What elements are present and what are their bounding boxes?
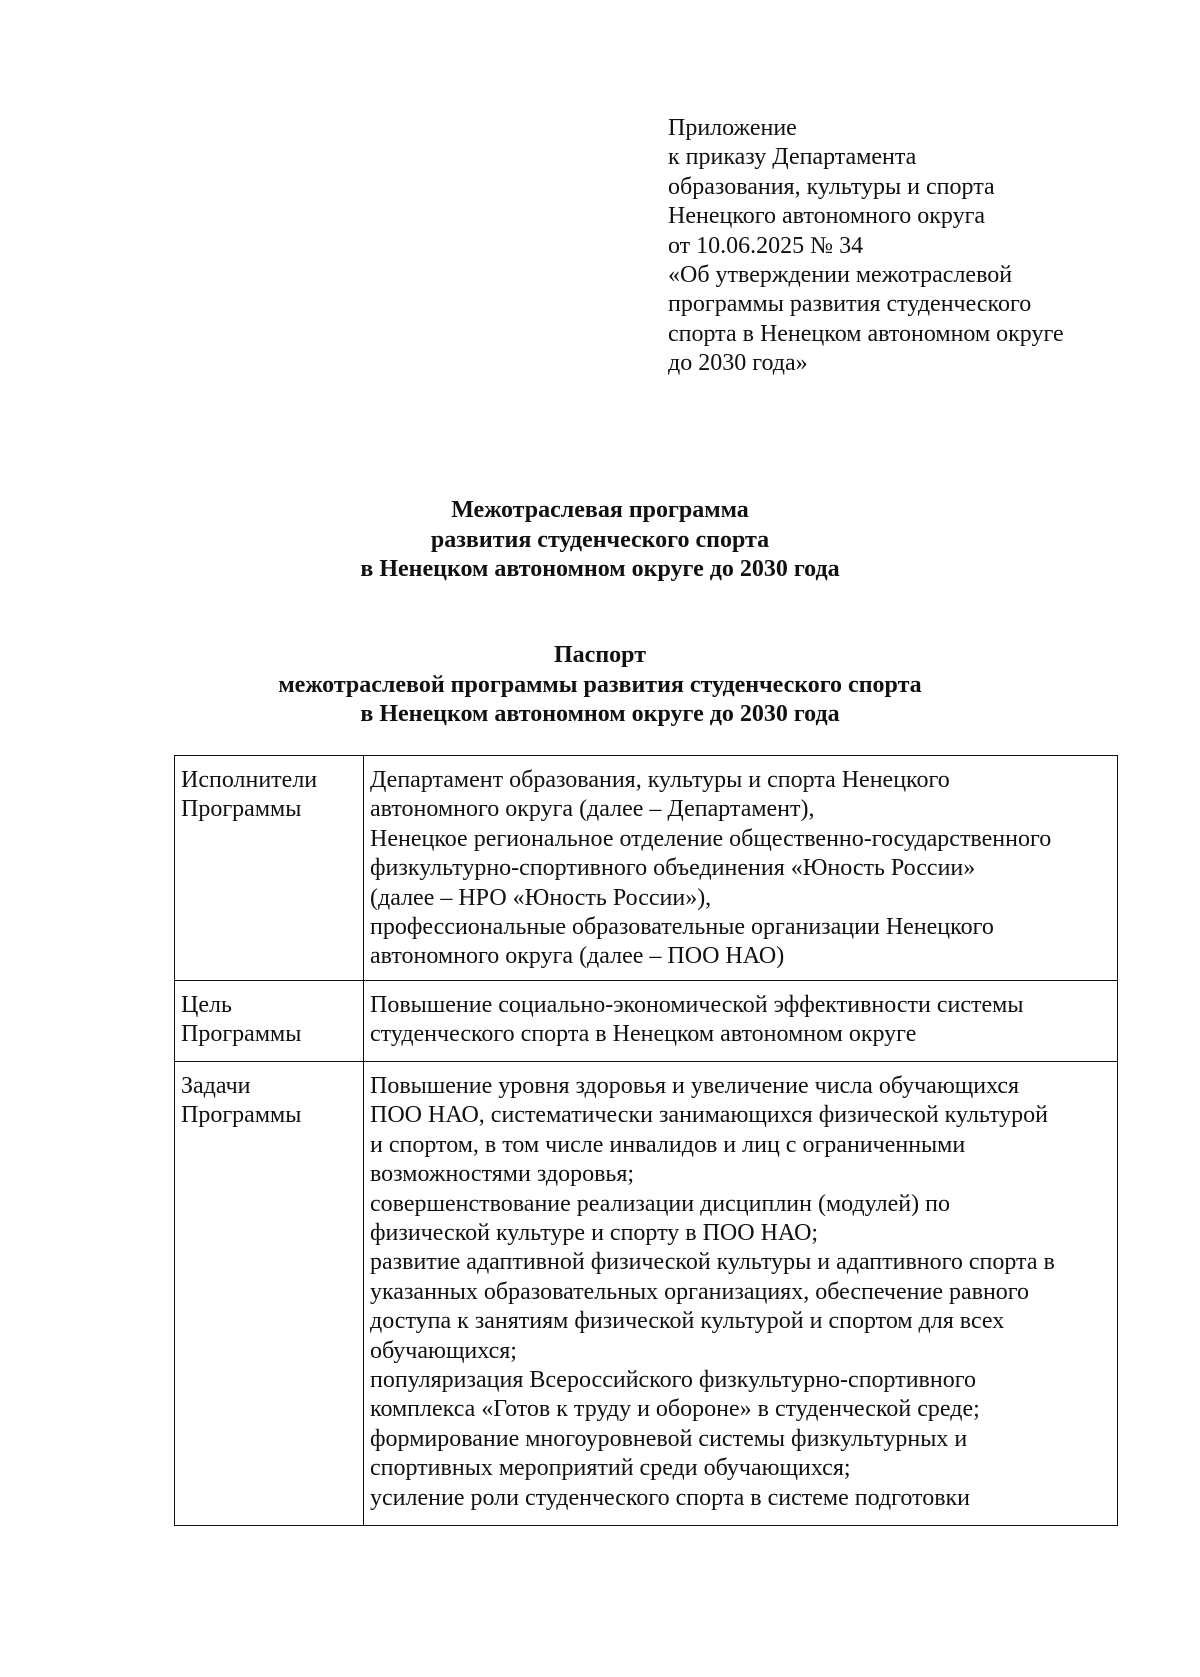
appendix-line: от 10.06.2025 № 34 xyxy=(668,232,864,259)
value-line: Повышение социально-экономической эффективности системы xyxy=(370,992,1024,1018)
value-line: Департамент образования, культуры и спорта Ненецкого xyxy=(370,767,950,793)
value-line: доступа к занятиям физической культурой и спортом для всех xyxy=(370,1308,1005,1335)
appendix-line: образования, культуры и спорта xyxy=(668,173,995,200)
label-line: Программы xyxy=(181,796,302,823)
label-line: Цель xyxy=(181,992,232,1018)
label-line: Исполнители xyxy=(181,767,318,793)
value-line: физкультурно-спортивного объединения «Юность России» xyxy=(370,855,976,882)
value-line: (далее – НРО «Юность России»), xyxy=(370,884,712,911)
value-line: Повышение уровня здоровья и увеличение числа обучающихся xyxy=(370,1073,1020,1099)
row-label-ispolniteli xyxy=(175,756,364,981)
label-line: Программы xyxy=(181,1021,302,1048)
appendix-line: до 2030 года» xyxy=(668,350,808,377)
appendix-line: программы развития студенческого xyxy=(668,291,1032,318)
passport-title-line: Паспорт xyxy=(554,642,646,668)
value-line: автономного округа (далее – ПОО НАО) xyxy=(370,943,785,970)
appendix-line: «Об утверждении межотраслевой xyxy=(668,262,1013,289)
program-title-line: Межотраслевая программа xyxy=(451,497,749,523)
value-line: популяризация Всероссийского физкультурно-спортивного xyxy=(370,1367,976,1394)
value-line: физической культуре и спорту в ПОО НАО; xyxy=(370,1220,819,1247)
passport-table xyxy=(174,755,1118,1526)
value-line: ПОО НАО, систематически занимающихся физической культурой xyxy=(370,1102,1048,1129)
value-line: автономного округа (далее – Департамент), xyxy=(370,796,815,823)
value-line: совершенствование реализации дисциплин (модулей) по xyxy=(370,1190,950,1217)
value-line: и спортом, в том числе инвалидов и лиц с ограниченными xyxy=(370,1131,966,1158)
appendix-line: Приложение xyxy=(668,115,797,141)
label-line: Задачи xyxy=(181,1073,251,1099)
table-row xyxy=(175,1062,1118,1526)
row-value-cel xyxy=(364,981,1118,1062)
value-line: обучающихся; xyxy=(370,1337,517,1364)
table-row xyxy=(175,756,1118,981)
passport-title-line: межотраслевой программы развития студенческого спорта xyxy=(278,671,922,698)
row-label-cel xyxy=(175,981,364,1062)
appendix-line: Ненецкого автономного округа xyxy=(668,203,986,230)
value-line: развитие адаптивной физической культуры и адаптивного спорта в xyxy=(370,1249,1055,1276)
value-line: Ненецкое региональное отделение общественно-государственного xyxy=(370,825,1052,852)
table-row xyxy=(175,981,1118,1062)
value-line: спортивных мероприятий среди обучающихся; xyxy=(370,1455,851,1482)
program-title-line: в Ненецком автономном округе до 2030 года xyxy=(360,556,840,582)
value-line: профессиональные образовательные организации Ненецкого xyxy=(370,914,994,941)
value-line: указанных образовательных организациях, обеспечение равного xyxy=(370,1278,1030,1305)
appendix-header xyxy=(668,114,1148,379)
label-line: Программы xyxy=(181,1102,302,1129)
passport-title-line: в Ненецком автономном округе до 2030 года xyxy=(360,701,840,727)
value-line: возможностями здоровья; xyxy=(370,1161,635,1188)
appendix-line: спорта в Ненецком автономном округе xyxy=(668,320,1064,347)
row-value-ispolniteli xyxy=(364,756,1118,981)
appendix-line: к приказу Департамента xyxy=(668,144,917,171)
value-line: формирование многоуровневой системы физкультурных и xyxy=(370,1425,968,1452)
row-label-zadachi xyxy=(175,1062,364,1526)
value-line: комплекса «Готов к труду и обороне» в студенческой среде; xyxy=(370,1396,980,1423)
program-title-line: развития студенческого спорта xyxy=(430,526,770,553)
row-value-zadachi xyxy=(364,1062,1118,1526)
value-line: студенческого спорта в Ненецком автономном округе xyxy=(370,1021,917,1048)
value-line: усиление роли студенческого спорта в системе подготовки xyxy=(370,1484,971,1511)
passport-title xyxy=(0,641,1200,730)
program-title xyxy=(0,496,1200,585)
